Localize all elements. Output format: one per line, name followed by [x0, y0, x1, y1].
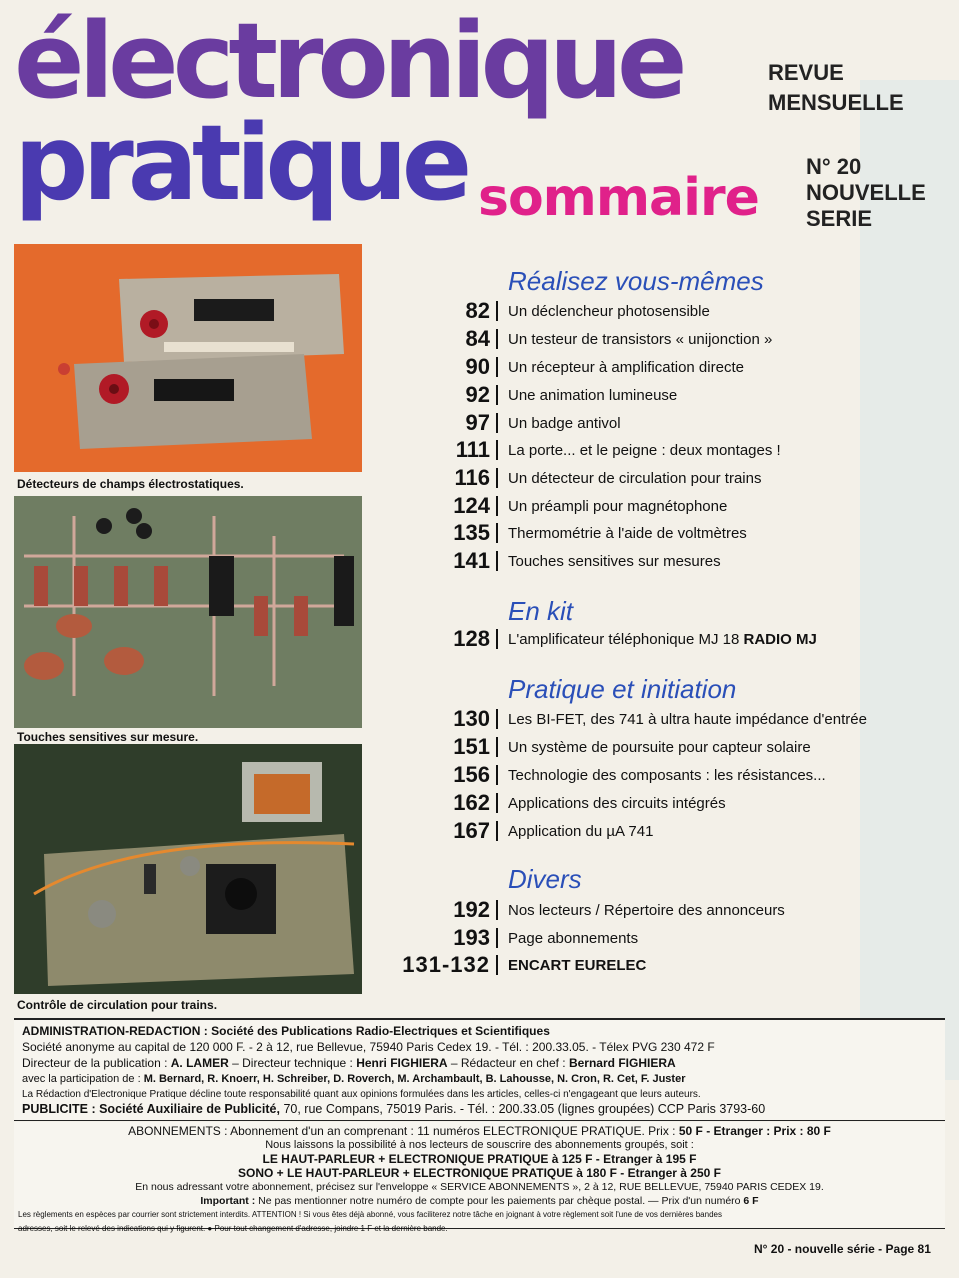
brand-name: RADIO MJ — [743, 631, 817, 648]
important-label: Important : — [200, 1195, 256, 1207]
pub-block — [14, 1100, 945, 1121]
magazine-title-line1: électronique — [14, 0, 682, 122]
article-title: La porte... et le peigne : deux montages ! — [508, 442, 781, 459]
article-title: Les BI-FET, des 741 à ultra haute impédance d'entrée — [508, 711, 867, 728]
magazine-title-line2: pratique — [14, 102, 467, 224]
page-number: 128 — [453, 626, 490, 651]
page-number: 156 — [453, 762, 490, 787]
toc-row — [380, 354, 940, 380]
page-number: 97 — [465, 410, 490, 435]
section-heading: Pratique et initiation — [508, 674, 737, 704]
important-text: Ne pas mentionner notre numéro de compte pour les paiements par chèque postal. — Prix d'un numéro — [258, 1195, 741, 1207]
toc-row — [380, 382, 940, 408]
tech-director-label: – Directeur technique : — [232, 1056, 353, 1070]
toc-row — [380, 734, 940, 760]
editor-name: Bernard FIGHIERA — [568, 1056, 676, 1070]
article-title: Un système de poursuite pour capteur solaire — [508, 739, 811, 756]
photo-electrostatic-detectors — [14, 244, 362, 472]
divider — [496, 523, 498, 543]
article-title: Un récepteur à amplification directe — [508, 359, 744, 376]
pub-company: Société Auxiliaire de Publicité, — [99, 1102, 280, 1116]
divider — [496, 468, 498, 488]
tech-director-name: Henri FIGHIERA — [356, 1056, 448, 1070]
divider — [496, 765, 498, 785]
admin-block — [14, 1018, 945, 1104]
abonnements-block — [14, 1122, 945, 1233]
page-number: 192 — [453, 897, 490, 922]
toc-row — [380, 410, 940, 436]
participation-label: avec la participation de : — [22, 1073, 141, 1085]
caption-photo2: Touches sensitives sur mesure. — [17, 730, 199, 744]
article-title: Un préampli pour magnétophone — [508, 498, 728, 515]
pub-label: PUBLICITE : — [22, 1102, 96, 1116]
toc-row — [380, 897, 940, 923]
divider — [496, 955, 498, 975]
article-title: Page abonnements — [508, 930, 639, 947]
divider — [496, 551, 498, 571]
toc-row — [380, 298, 940, 324]
admin-label: ADMINISTRATION-REDACTION : — [22, 1024, 208, 1038]
toc-row — [380, 925, 940, 951]
pcb-illustration — [14, 496, 362, 728]
toc-row — [380, 706, 940, 732]
page-number: 193 — [453, 925, 490, 950]
article-title: Technologie des composants : les résistances... — [508, 767, 826, 784]
caption-photo1: Détecteurs de champs électrostatiques. — [17, 477, 244, 491]
article-title: L'amplificateur téléphonique MJ 18 — [508, 631, 740, 648]
divider — [496, 709, 498, 729]
toc-row — [380, 437, 940, 463]
article-title: Un déclencheur photosensible — [508, 303, 710, 320]
nouvelle-label: NOUVELLE — [806, 180, 926, 205]
page-number: 90 — [465, 354, 490, 379]
divider — [496, 301, 498, 321]
circuit-boards-illustration — [14, 244, 362, 472]
photo-train-control — [14, 744, 362, 994]
article-title-wrap — [508, 631, 817, 648]
divider — [496, 821, 498, 841]
caption-photo3: Contrôle de circulation pour trains. — [17, 998, 218, 1012]
sommaire-heading: sommaire — [478, 168, 759, 228]
mensuelle-label: MENSUELLE — [768, 90, 904, 115]
divider — [496, 629, 498, 649]
page-number: 135 — [453, 520, 490, 545]
toc-row — [380, 762, 940, 788]
divider — [496, 928, 498, 948]
page-number: 130 — [453, 706, 490, 731]
divider — [496, 793, 498, 813]
serie-label: SERIE — [806, 206, 873, 231]
photo-touch-keys — [14, 496, 362, 728]
section-heading: Divers — [508, 864, 582, 894]
section-heading: Réalisez vous-mêmes — [508, 266, 764, 296]
admin-line1 — [14, 1023, 945, 1039]
abo-line7: Les règlements en espèces par courrier sont strictement interdits. ATTENTION ! Si vous êtes déjà abonné, vous faciliterez notre tâche en joignant à votre règlement soit l'une de vos dernières bandes — [18, 1210, 722, 1219]
article-title: Une animation lumineuse — [508, 387, 678, 404]
toc-row — [380, 548, 940, 574]
admin-line3 — [14, 1055, 945, 1071]
divider — [496, 385, 498, 405]
article-title: Un détecteur de circulation pour trains — [508, 470, 762, 487]
participants: M. Bernard, R. Knoerr, H. Schreiber, D. Roverch, M. Archambault, B. Lahousse, N. Cron, R. Cet, F. Juster — [143, 1073, 686, 1085]
section-heading: En kit — [508, 596, 574, 626]
article-title: Applications des circuits intégrés — [508, 795, 726, 812]
page-number: 162 — [453, 790, 490, 815]
publisher-name: Société des Publications Radio-Electriques et Scientifiques — [211, 1024, 550, 1038]
article-title: Un badge antivol — [508, 415, 621, 432]
article-title: Thermométrie à l'aide de voltmètres — [508, 525, 747, 542]
admin-line4 — [14, 1071, 945, 1087]
toc-row — [380, 790, 940, 816]
abo-line3: LE HAUT-PARLEUR + ELECTRONIQUE PRATIQUE à 125 F - Etranger à 195 F — [262, 1152, 697, 1166]
page-number: 151 — [453, 734, 490, 759]
toc-row — [380, 465, 940, 491]
toc-row — [380, 952, 940, 978]
article-title: Un testeur de transistors « unijonction » — [508, 331, 773, 348]
abo-label: ABONNEMENTS : — [128, 1124, 228, 1138]
page-number: 84 — [465, 326, 490, 351]
article-title: Nos lecteurs / Répertoire des annonceurs — [508, 902, 785, 919]
divider — [496, 496, 498, 516]
article-title: ENCART EURELEC — [508, 957, 647, 974]
toc-row — [380, 626, 940, 652]
divider — [496, 440, 498, 460]
page-number: 167 — [453, 818, 490, 843]
abo-line5: En nous adressant votre abonnement, précisez sur l'enveloppe « SERVICE ABONNEMENTS », 2 à 12, RUE BELLEVUE, 75940 PARIS CEDEX 19. — [135, 1181, 824, 1193]
page-number: 131-132 — [402, 952, 490, 977]
page-footer: N° 20 - nouvelle série - Page 81 — [754, 1242, 931, 1256]
toc-row — [380, 493, 940, 519]
divider — [496, 357, 498, 377]
pub-line — [14, 1100, 945, 1118]
page-number: 111 — [455, 437, 490, 462]
page-number: 116 — [454, 465, 490, 490]
divider — [496, 900, 498, 920]
revue-label: REVUE — [768, 60, 844, 85]
divider — [496, 329, 498, 349]
page-number: 141 — [453, 548, 490, 573]
page-number: 82 — [465, 298, 490, 323]
abo-line1 — [14, 1124, 945, 1138]
abo-line8: adresses, soit le relevé des indications qui y figurent. ● Pour tout changement d'adresse, joindre 1 F et la dernière bande. — [18, 1224, 448, 1233]
article-title: Touches sensitives sur mesures — [508, 553, 721, 570]
admin-line2: Société anonyme au capital de 120 000 F. - 2 à 12, rue Bellevue, 75940 Paris Cedex 19. - Tél. : 200.33.05. - Télex PVG 230 472 F — [22, 1040, 715, 1054]
abo-line2: Nous laissons la possibilité à nos lecteurs de souscrire des abonnements groupés, soit : — [265, 1139, 694, 1151]
divider — [496, 737, 498, 757]
page-number: 124 — [453, 493, 490, 518]
relay-board-illustration — [14, 744, 362, 994]
admin-line5: La Rédaction d'Electronique Pratique décline toute responsabilité quant aux opinions formulées dans les articles, celles-ci n'engageant que leurs auteurs. — [22, 1089, 701, 1100]
page-number: 92 — [465, 382, 490, 407]
director-name: A. LAMER — [170, 1056, 229, 1070]
pub-address: 70, rue Compans, 75019 Paris. - Tél. : 200.33.05 (lignes groupées) CCP Paris 3793-60 — [283, 1102, 766, 1116]
issue-price: 6 F — [743, 1195, 759, 1207]
issue-number: N° 20 — [806, 154, 862, 179]
director-label: Directeur de la publication : — [22, 1056, 168, 1070]
abo-line4: SONO + LE HAUT-PARLEUR + ELECTRONIQUE PRATIQUE à 180 F - Etranger à 250 F — [238, 1166, 721, 1180]
toc-row — [380, 818, 940, 844]
toc-row — [380, 326, 940, 352]
toc-row — [380, 520, 940, 546]
abo-offer: Abonnement d'un an comprenant : 11 numéros ELECTRONIQUE PRATIQUE. Prix : — [230, 1124, 676, 1138]
divider — [496, 413, 498, 433]
abo-line6 — [14, 1194, 945, 1208]
editor-label: – Rédacteur en chef : — [450, 1056, 566, 1070]
article-title: Application du µA 741 — [508, 823, 654, 840]
abo-prices: 50 F - Etranger : Prix : 80 F — [678, 1124, 831, 1138]
